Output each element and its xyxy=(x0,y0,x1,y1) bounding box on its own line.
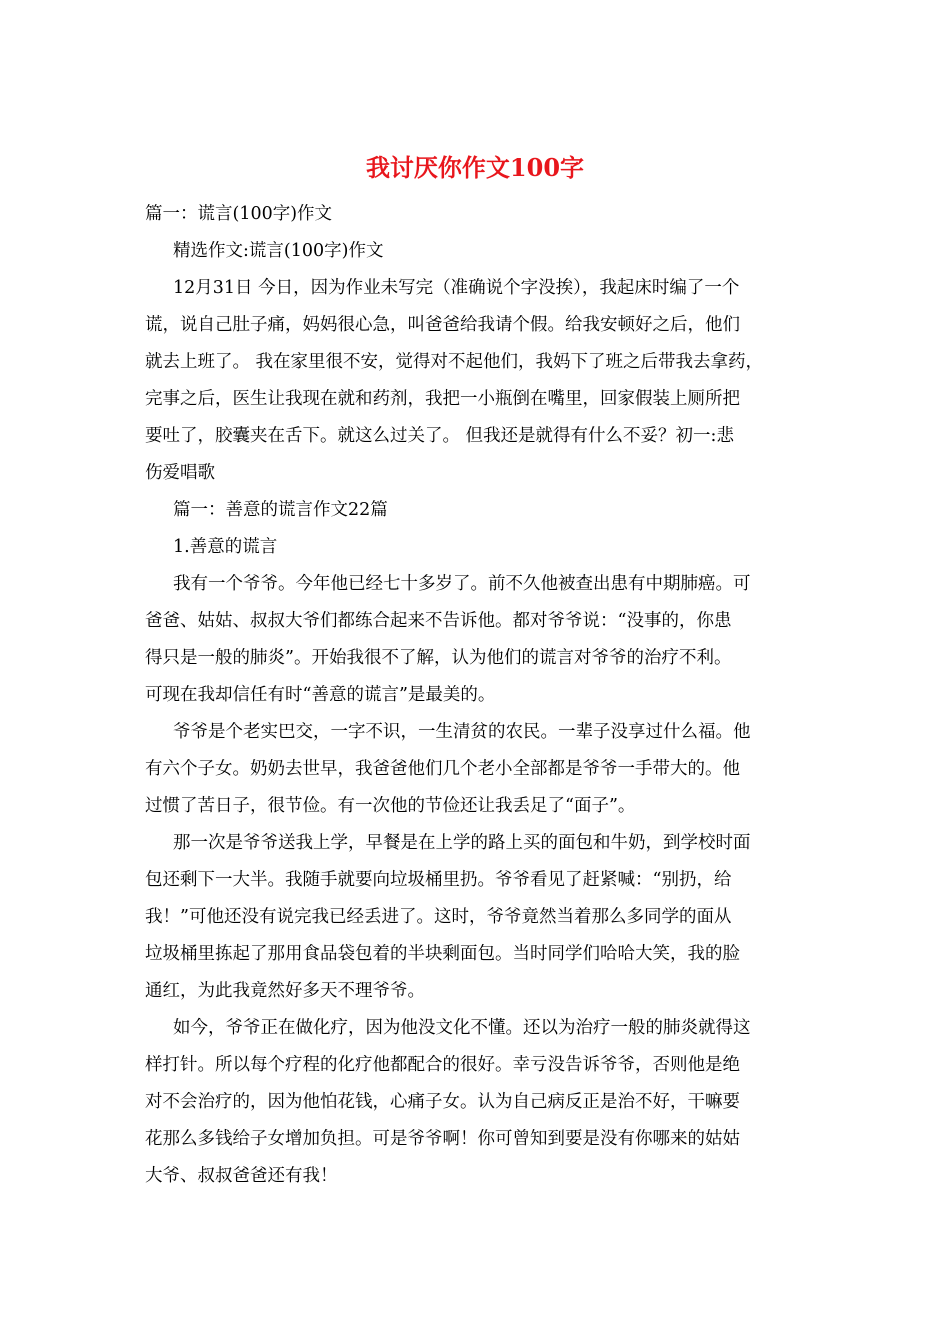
body-line: 要吐了，胶囊夹在舌下。就这么过关了。 但我还是就得有什么不妥？初一:悲 xyxy=(145,426,734,446)
body-line: 12月31日 今日，因为作业未写完（准确说个字没挨），我起床时编了一个 xyxy=(173,278,740,298)
subheading-2: 1.善意的谎言 xyxy=(173,537,278,557)
document-body xyxy=(145,196,815,1195)
body-line: 大爷、叔叔爸爸还有我！ xyxy=(145,1166,338,1186)
body-line: 垃圾桶里拣起了那用食品袋包着的半块剩面包。当时同学们哈哈大笑，我的脸 xyxy=(145,944,740,964)
section-heading-2: 篇一：善意的谎言作文22篇 xyxy=(173,500,388,520)
body-line: 通红，为此我竟然好多天不理爷爷。 xyxy=(145,981,425,1001)
subheading-1: 精选作文:谎言(100字)作文 xyxy=(173,241,384,261)
body-line: 我！”可他还没有说完我已经丢进了。这时，爷爷竟然当着那么多同学的面从 xyxy=(145,907,732,927)
body-line: 如今，爷爷正在做化疗，因为他没文化不懂。还以为治疗一般的肺炎就得这 xyxy=(173,1018,751,1038)
body-line: 得只是一般的肺炎”。开始我很不了解，认为他们的谎言对爷爷的治疗不利。 xyxy=(145,648,732,668)
body-line: 爷爷是个老实巴交，一字不识，一生清贫的农民。一辈子没享过什么福。他 xyxy=(173,722,751,742)
body-line: 有六个子女。奶奶去世早，我爸爸他们几个老小全部都是爷爷一手带大的。他 xyxy=(145,759,740,779)
body-line: 爸爸、姑姑、叔叔大爷们都练合起来不告诉他。都对爷爷说：“没事的，你患 xyxy=(145,611,732,631)
body-line: 可现在我却信任有时“善意的谎言”是最美的。 xyxy=(145,685,496,705)
body-line: 就去上班了。 我在家里很不安，觉得对不起他们，我妈下了班之后带我去拿药， xyxy=(145,352,764,372)
document-title: 我讨厌你作文100字 xyxy=(365,153,585,182)
body-line: 我有一个爷爷。今年他已经七十多岁了。前不久他被查出患有中期肺癌。可 xyxy=(173,574,751,594)
body-line: 花那么多钱给子女增加负担。可是爷爷啊！你可曾知到要是没有你哪来的姑姑 xyxy=(145,1129,740,1149)
body-line: 伤爱唱歌 xyxy=(145,463,215,483)
section-heading-1: 篇一：谎言(100字)作文 xyxy=(145,204,333,224)
body-line: 那一次是爷爷送我上学，早餐是在上学的路上买的面包和牛奶，到学校时面 xyxy=(173,833,751,853)
body-line: 样打针。所以每个疗程的化疗他都配合的很好。幸亏没告诉爷爷，否则他是绝 xyxy=(145,1055,740,1075)
body-line: 谎，说自己肚子痛，妈妈很心急，叫爸爸给我请个假。给我安顿好之后，他们 xyxy=(145,315,740,335)
body-line: 对不会治疗的，因为他怕花钱，心痛子女。认为自己病反正是治不好，干嘛要 xyxy=(145,1092,740,1112)
body-line: 完事之后，医生让我现在就和药剂，我把一小瓶倒在嘴里，回家假装上厕所把 xyxy=(145,389,740,409)
body-line: 过惯了苦日子，很节俭。有一次他的节俭还让我丢足了“面子”。 xyxy=(145,796,636,816)
body-line: 包还剩下一大半。我随手就要向垃圾桶里扔。爷爷看见了赶紧喊：“别扔，给 xyxy=(145,870,732,890)
